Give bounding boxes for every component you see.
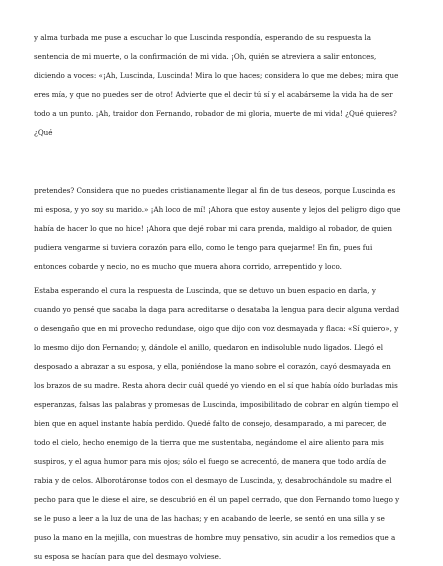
page-break (34, 142, 403, 181)
top-margin (34, 14, 403, 28)
paragraph-3: Estaba esperando el cura la respuesta de Luscinda, que se detuvo un buen espacio en darla, y cuando yo pensé que sacaba la daga para acreditarse o desataba la lengua para decir alguna verdad o desengaño que en mi provecho redundase, oigo que dijo con voz desmayada y flaca: «Sí quiero», y lo mesmo dijo don Fernando; y, dándole el anillo, quedaron en indisoluble nudo ligados. Llegó el desposado a abrazar a su esposa, y ella, poniéndose la mano sobre el corazón, cayó desmayada en los brazos de su madre. Resta ahora decir cuál quedé yo viendo en el sí que había oído burladas mis esperanzas, falsas las palabras y promesas de Luscinda, imposibilitado de cobrar en algún tiempo el bien que en aquel instante había perdido. Quedé falto de consejo, desamparado, a mi parecer, de todo el cielo, hecho enemigo de la tierra que me sustentaba, negándome el aire aliento para mis suspiros, y el agua humor para mis ojos; sólo el fuego se acrecentó, de manera que todo ardía de rabia y de celos. Alborotáronse todos con el desmayo de Luscinda, y, desabrochándole su madre el pecho para que le diese el aire, se descubrió en él un papel cerrado, que don Fernando tomo luego y se le puso a leer a la luz de una de las hachas; y en acabando de leerle, se sentó en una silla y se puso la mano en la mejilla, con muestras de hombre muy pensativo, sin acudir a los remedios que a su esposa se hacían para que del desmayo volviese. (34, 286, 400, 561)
paragraph-1: y alma turbada me puse a escuchar lo que Luscinda respondía, esperando de su respuesta la sentencia de mi muerte, o la confirmación de mi vida. ¡Oh, quién se atreviera a salir entonces, diciendo a voces: «¡Ah, Luscinda, Luscinda! Mira lo que haces; considera lo que me debes; mira que eres mía, y que no puedes ser de otro! Advierte que el decir tú sí y el acabárseme la vida ha de ser todo a un punto. ¡Ah, traidor don Fernando, robador de mi gloria, muerte de mi vida! ¿Qué quieres? ¿Qué (34, 33, 399, 137)
paragraph-2: pretendes? Considera que no puedes cristianamente llegar al fin de tus deseos, porque Luscinda es mi esposa, y yo soy su marido.» ¡Ah loco de mí! ¡Ahora que estoy ausente y lejos del peligro digo que había de hacer lo que no hice! ¡Ahora que dejé robar mi cara prenda, maldigo al robador, de quien pudiera vengarme si tuviera corazón para ello, como le tengo para quejarme! En fin, pues fui entonces cobarde y necio, no es mucho que muera ahora corrido, arrepentido y loco. (34, 186, 401, 271)
